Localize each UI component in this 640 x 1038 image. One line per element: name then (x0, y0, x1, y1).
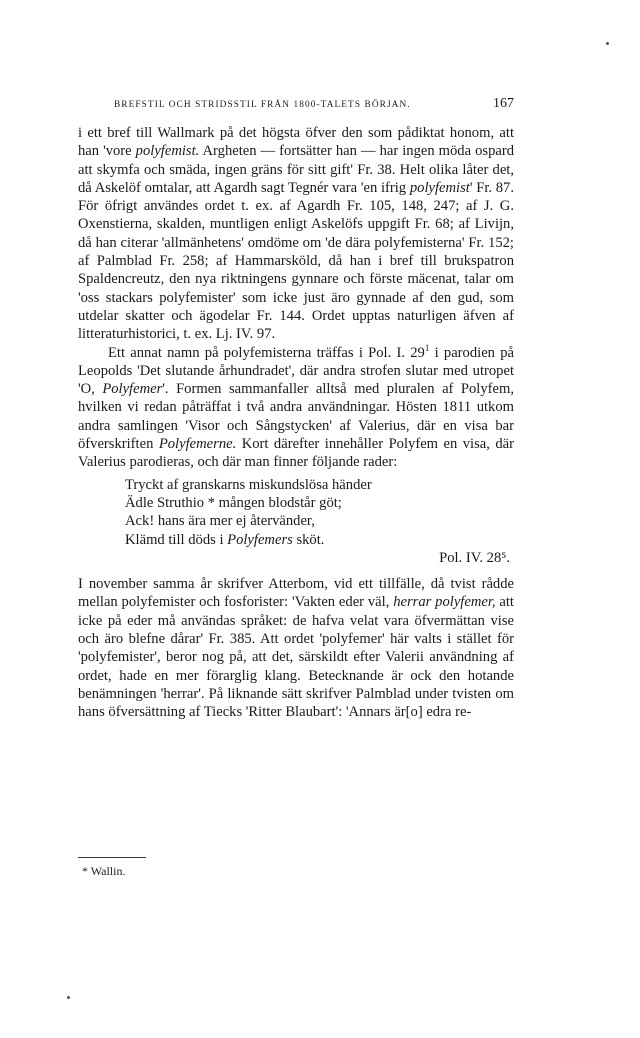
body-text (78, 124, 514, 722)
text-run: ' Fr. 87. För öfrigt användes ordet t. ex. af Agardh Fr. 105, 148, 247; af J. G. Oxenstierna, skalden, muntligen enligt Askelöfs uppgift Fr. 68; af Livijn, då han citerar 'allmänhetens' omdöme om 'de dära polyfemisterna' Fr. 152; af Palmblad Fr. 258; af Hammarsköld, då han i bref till brukspatron Spaldencreutz, den nya riktningens gynnare och förste mäcenat, talar om 'oss stackars polyfemister' som icke just äro gynnade af den gud, som utdelar skatter och ägodelar Fr. 144. Ordet upptas naturligen äfven af litteraturhistorici, t. ex. Lj. IV. 97. (78, 179, 514, 343)
footnote-marker: 1 (424, 342, 430, 353)
verse-line (125, 476, 514, 494)
page-number: 167 (493, 96, 514, 111)
scan-speck (606, 42, 609, 45)
text-run: sköt. (292, 531, 325, 548)
text-run: Ett annat namn på polyfemisterna träffas i Pol. I. 29 (108, 344, 425, 361)
italic-text: Polyfemerne. (158, 436, 237, 453)
text-run: att icke på eder må användas språket: de hafva velat vara öfvermättan vise och äro blefne dårar' Fr. 385. Att ordet 'polyfemer' här valts i stället för 'polyfemister', beror nog på, att det, särskildt efter Valerii användning af ordet, hade en mer förarglig klang. Betecknande är ock den hotande benämningen 'herrar'. På liknande sätt skrifver Palmblad under tvisten om hans öfversättning af Tiecks 'Ritter Blaubart': 'Annars är[o] edra re- (78, 594, 514, 721)
running-header (114, 96, 514, 114)
text-run: '. Formen sammanfaller alltså med pluralen af Polyfem, hvilken vi redan påträffat i två andra användningar. Hösten 1811 utkom andra samlingen 'Visor och Sångstycken' af Valerius, där en visa bar öfverskriften (78, 381, 515, 453)
scan-speck (67, 996, 70, 999)
text-run: Ädle Struthio * mången blodstår göt; (125, 494, 342, 511)
text-run: Ack! hans ära mer ej återvänder, (125, 513, 315, 530)
italic-text: herrar polyfemer, (393, 594, 496, 611)
verse-quotation (125, 476, 514, 567)
text-run: I november samma år skrifver Atterbom, vid ett tillfälle, då tvist rådde mellan polyfemister och fosforister: 'Vakten eder väl, (78, 576, 514, 611)
verse-line (125, 512, 514, 530)
verse-source: Pol. IV. 28⁵. (439, 549, 510, 566)
text-run: Klämd till döds i (125, 531, 228, 548)
paragraph (78, 344, 514, 472)
paragraph (78, 575, 514, 721)
verse-line (125, 494, 514, 512)
italic-text: polyfemist. (135, 143, 200, 160)
running-title: BREFSTIL OCH STRIDSSTIL FRÅN 1800-TALETS BÖRJAN. (114, 100, 411, 110)
text-run: i parodien på Leopolds 'Det slutande århundradet', där andra strofen slutar med utropet 'O, (78, 344, 514, 398)
italic-text: polyfemist (409, 179, 470, 196)
paragraph (78, 124, 514, 344)
text-run: Argheten — fortsätter han — har ingen möda ospard att skymfa och smäda, ingen gräns för sitt gift' Fr. 38. Helt olika låter det, då Askelöf omtalar, att Agardh sagt Tegnér vara 'en ifrig (78, 143, 514, 196)
footnote-divider (78, 857, 146, 858)
italic-text: Polyfemer (102, 381, 163, 398)
footnote: * Wallin. (82, 864, 126, 878)
text-run: Kort därefter innehåller Polyfem en visa, där Valerius parodieras, och där man finner följande rader: (78, 436, 514, 471)
verse-line (125, 531, 514, 549)
text-run: Tryckt af granskarns miskundslösa händer (125, 476, 372, 493)
text-run: i ett bref till Wallmark på det högsta öfver den som pådiktat honom, att han 'vore (78, 125, 514, 160)
italic-text: Polyfemers (227, 531, 293, 548)
